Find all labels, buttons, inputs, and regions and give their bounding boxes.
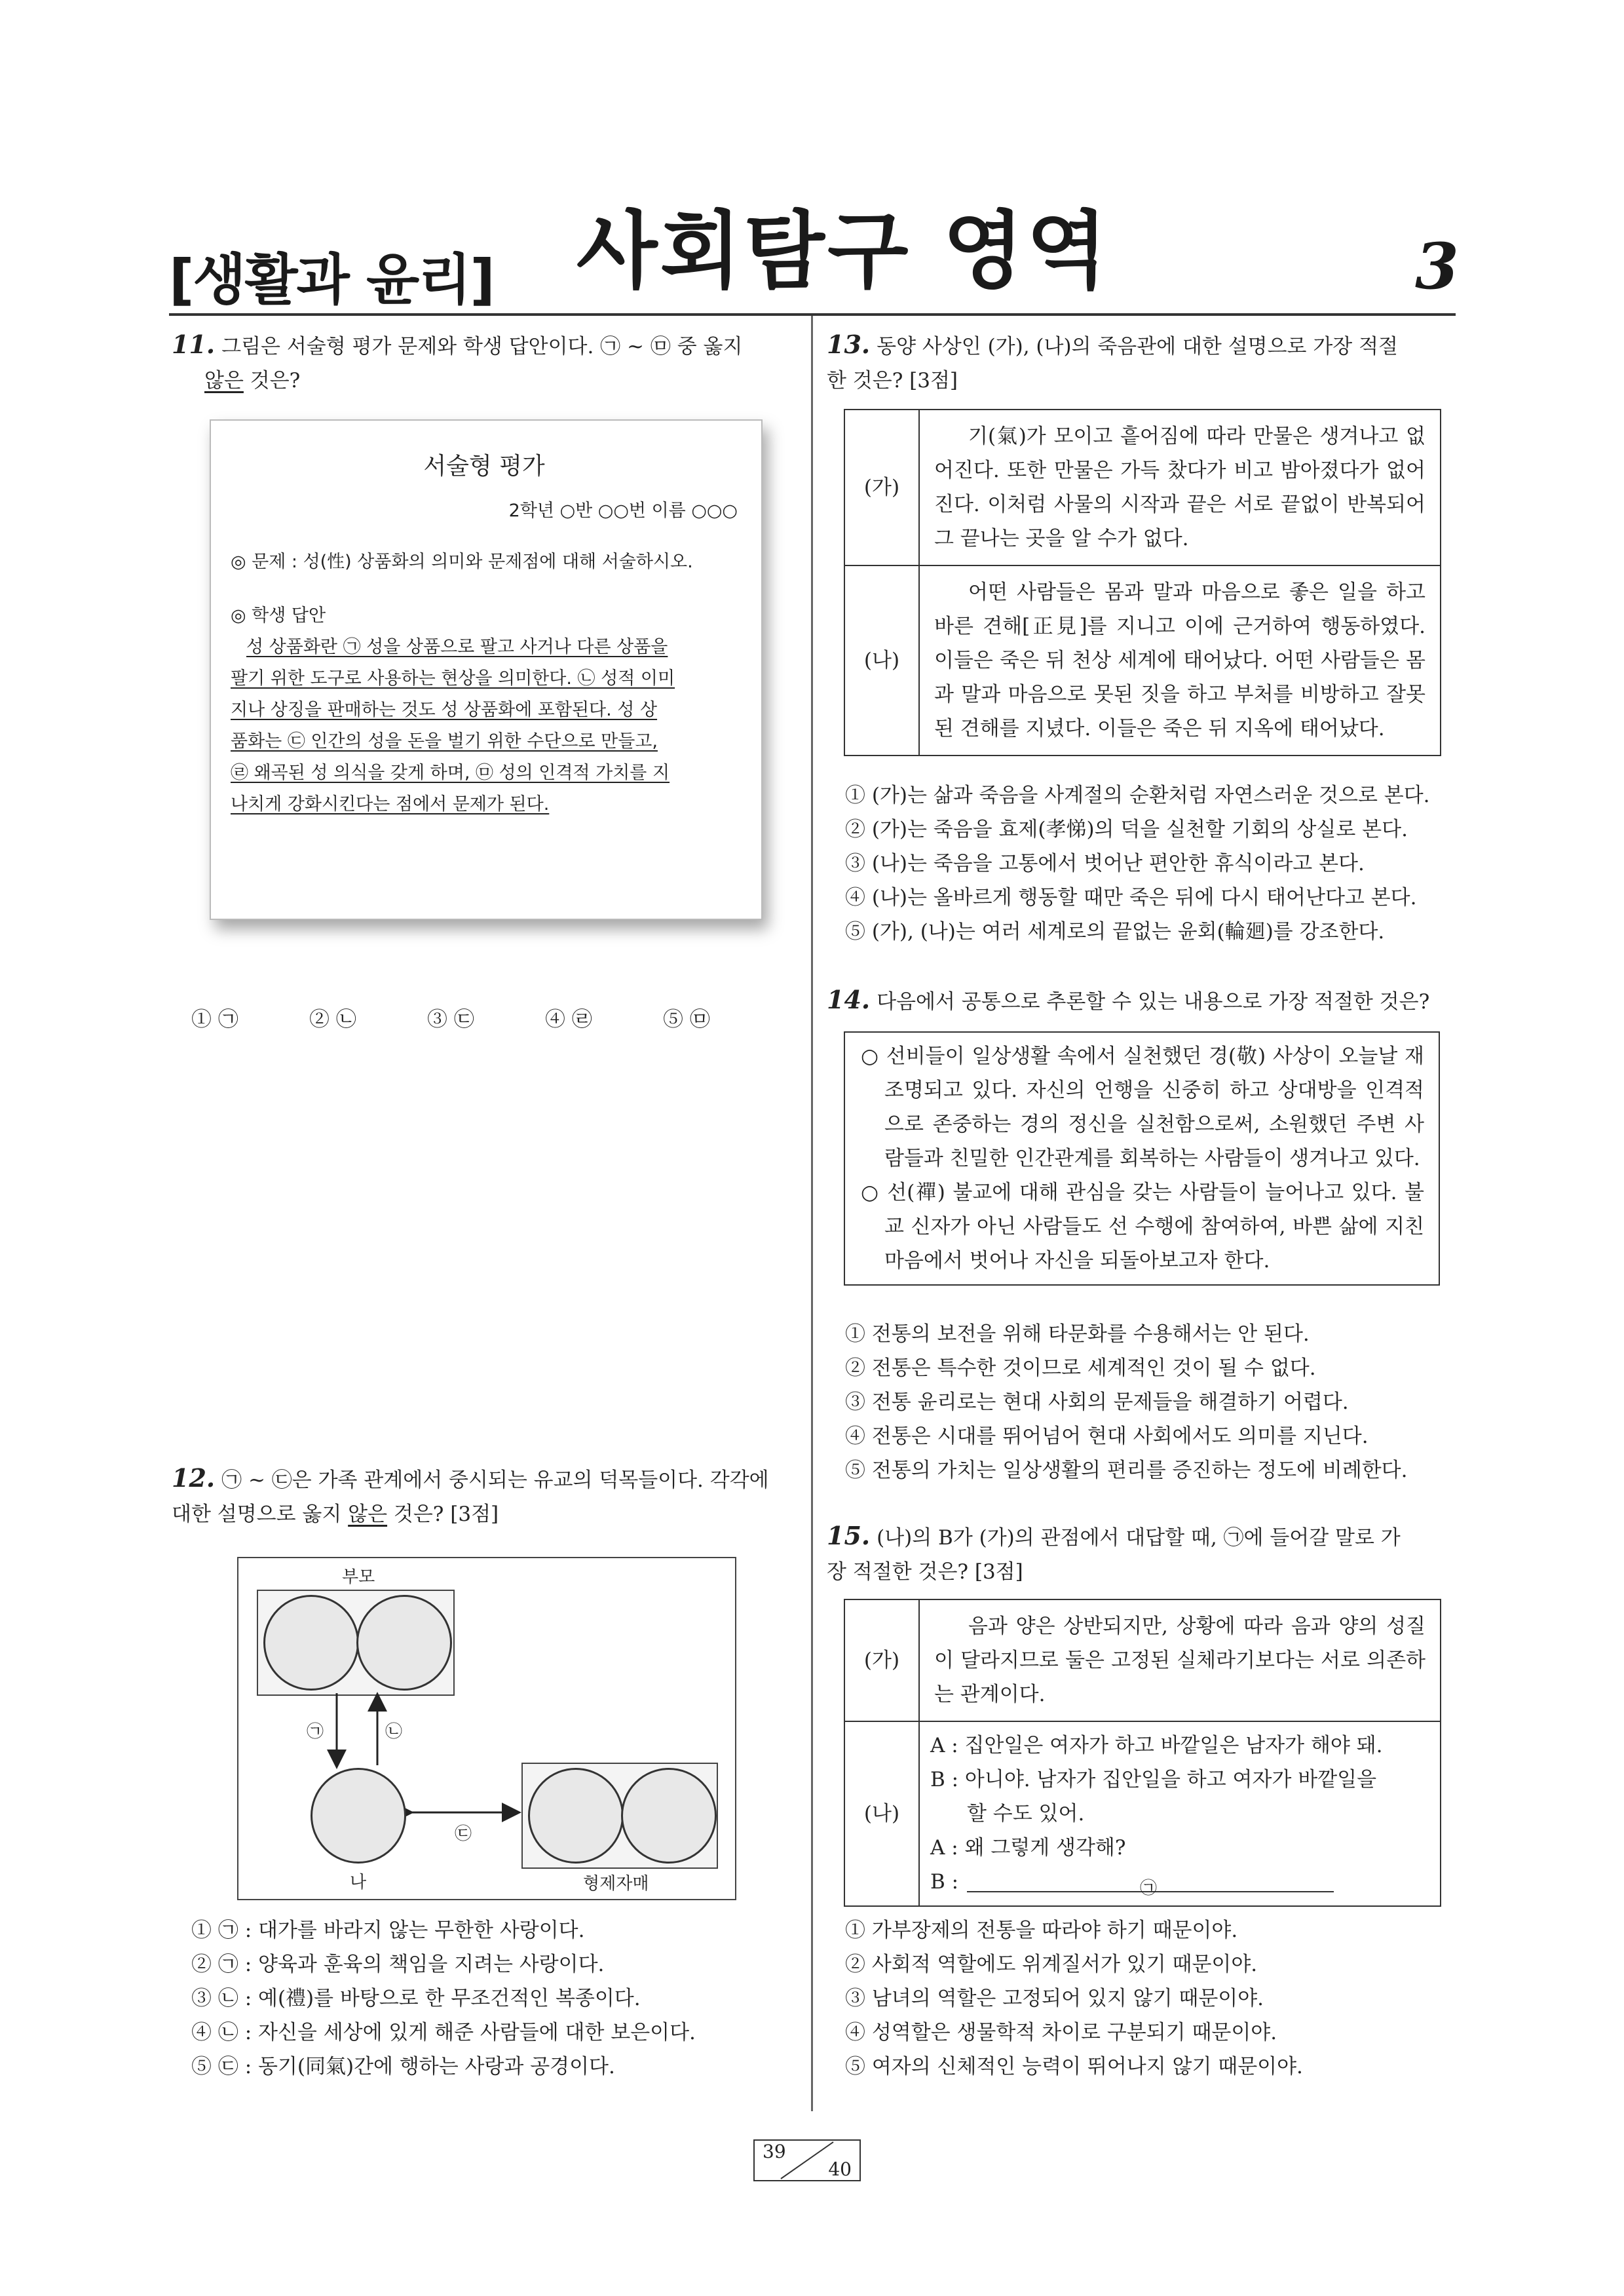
q15-stem-line2: 장 적절한 것은? [3점] <box>827 1560 1023 1584</box>
q11-answer-line: 팔기 위한 도구로 사용하는 현상을 의미한다. ㉡ 성적 이미 <box>231 668 675 689</box>
q12-options <box>191 1913 794 2084</box>
q15-options <box>845 1913 1454 2084</box>
me-avatar <box>311 1768 406 1864</box>
brother-avatar <box>528 1768 624 1864</box>
q12-option[interactable]: ① ㉠ : 대가를 바라지 않는 무한한 사랑이다. <box>191 1919 585 1942</box>
q11-answer-text <box>231 632 738 820</box>
q13-option[interactable]: ③ (나)는 죽음을 고통에서 벗어난 편안한 휴식이라고 본다. <box>845 852 1365 875</box>
q13-stem-line2: 한 것은? [3점] <box>827 369 958 392</box>
q15-label-a: (가) <box>844 1599 919 1721</box>
arrow-b-label: ㉡ <box>385 1722 403 1742</box>
q15-passage-table <box>844 1599 1441 1907</box>
parents-label: 부모 <box>342 1567 375 1587</box>
q14-stem <box>827 983 1456 1019</box>
arrow-a-label: ㉠ <box>307 1722 324 1742</box>
q13-options <box>845 778 1454 949</box>
arrow-c-label: ㉢ <box>455 1824 472 1844</box>
q13-number: 13. <box>827 330 871 359</box>
q15-option[interactable]: ④ 성역할은 생물학적 차이로 구분되기 때문이야. <box>845 2021 1277 2044</box>
q11-sheet-question: ◎ 문제 : 성(性) 상품화의 의미와 문제점에 대해 서술하시오. <box>231 552 693 572</box>
q15-stem-line1: (나)의 B가 (가)의 관점에서 대답할 때, ㉠에 들어갈 말로 가 <box>877 1526 1401 1550</box>
q13-option[interactable]: ⑤ (가), (나)는 여러 세계로의 끝없는 윤회(輪廻)를 강조한다. <box>845 920 1385 944</box>
q11-number: 11. <box>172 330 216 359</box>
q11-answer-line: 지나 상징을 판매하는 것도 성 상품화에 포함된다. 성 상 <box>231 700 658 720</box>
q14-stem-text: 다음에서 공통으로 추론할 수 있는 내용으로 가장 적절한 것은? <box>877 990 1430 1014</box>
column-divider <box>811 316 813 2111</box>
page-total: 40 <box>828 2158 852 2180</box>
q15-dialogue-line: B : <box>930 1870 959 1894</box>
q14-number: 14. <box>827 985 871 1014</box>
q15-dialogue-line: A : 집안일은 여자가 하고 바깥일은 남자가 해야 돼. <box>930 1734 1383 1757</box>
q15-option[interactable]: ⑤ 여자의 신체적인 능력이 뛰어나지 않기 때문이야. <box>845 2055 1303 2078</box>
q13-passage-table <box>844 409 1441 756</box>
q15-stem <box>827 1519 1456 1589</box>
q13-stem-line1: 동양 사상인 (가), (나)의 죽음관에 대한 설명으로 가장 적절 <box>877 335 1398 358</box>
q11-stem-rest: 것은? <box>243 369 301 392</box>
q11-answer-line: 나치게 강화시킨다는 점에서 문제가 된다. <box>231 794 550 814</box>
q11-answer-line: 품화는 ㉢ 인간의 성을 돈을 벌기 위한 수단으로 만들고, <box>231 731 658 752</box>
q11-student-info: 2학년 ○반 ○○번 이름 ○○○ <box>508 501 738 521</box>
q15-dialogue-line: A : 왜 그렇게 생각해? <box>930 1836 1126 1860</box>
q15-label-b: (나) <box>844 1721 919 1906</box>
q15-blank-mark: ㉠ <box>1140 1879 1158 1898</box>
q12-option[interactable]: ③ ㉡ : 예(禮)를 바탕으로 한 무조건적인 복종이다. <box>191 1987 641 2010</box>
q12-stem-pre: 대한 설명으로 옳지 <box>172 1502 349 1526</box>
q11-sheet-title: 서술형 평가 <box>423 453 545 480</box>
q12-option[interactable]: ② ㉠ : 양육과 훈육의 책임을 지려는 사랑이다. <box>191 1953 605 1976</box>
q14-options <box>845 1317 1454 1487</box>
siblings-label: 형제자매 <box>583 1874 649 1894</box>
q13-label-a: (가) <box>844 410 919 565</box>
q14-passage-box <box>844 1031 1440 1286</box>
q13-stem <box>827 328 1456 398</box>
q12-option[interactable]: ⑤ ㉢ : 동기(同氣)간에 행하는 사랑과 공경이다. <box>191 2055 615 2078</box>
sister-avatar <box>621 1768 717 1864</box>
q11-stem-underlined: 않은 <box>204 369 244 392</box>
q15-option[interactable]: ① 가부장제의 전통을 따라야 하기 때문이야. <box>845 1919 1238 1942</box>
q15-dialogue <box>919 1721 1441 1906</box>
q15-dialogue-line: B : 아니야. 남자가 집안일을 하고 여자가 바깥일을 <box>930 1768 1377 1791</box>
q15-dialogue-last <box>930 1865 1429 1899</box>
q13-label-b: (나) <box>844 565 919 756</box>
q11-answer-sheet <box>210 419 763 920</box>
q11-option[interactable]: ③ ㉢ <box>427 1008 474 1031</box>
page-current: 39 <box>763 2141 786 2162</box>
header-page-number: 3 <box>1415 229 1459 303</box>
q13-option[interactable]: ② (가)는 죽음을 효제(孝悌)의 덕을 실천할 기회의 상실로 본다. <box>845 818 1408 841</box>
me-label: 나 <box>350 1873 367 1892</box>
q14-option[interactable]: ① 전통의 보전을 위해 타문화를 수용해서는 안 된다. <box>845 1322 1310 1346</box>
q12-stem <box>172 1461 801 1531</box>
q15-dialogue-line: 할 수도 있어. <box>967 1802 1085 1826</box>
q11-option[interactable]: ⑤ ㉤ <box>663 1008 710 1031</box>
q14-box-item: ○ 선(禪) 불교에 대해 관심을 갖는 사람들이 늘어나고 있다. 불교 신자가 아닌 사람들도 선 수행에 참여하여, 바쁜 삶에 지친 마음에서 벗어나 자신을 되돌아보고자 한다. <box>861 1181 1424 1272</box>
page-number-box <box>753 2139 861 2181</box>
q11-answer-line: 성 상품화란 ㉠ 성을 상품으로 팔고 사거나 다른 상품을 <box>246 637 668 657</box>
subject-label: [생활과 윤리] <box>169 248 494 312</box>
q14-box-item: ○ 선비들이 일상생활 속에서 실천했던 경(敬) 사상이 오늘날 재조명되고 있다. 자신의 언행을 신중히 하고 상대방을 인격적으로 존중하는 경의 정신을 실천함으로써, 소원했던 주변 사람들과 친밀한 인간관계를 회복하는 사람들이 생겨나고 있다. <box>861 1044 1424 1170</box>
q15-number: 15. <box>827 1521 871 1550</box>
q14-option[interactable]: ④ 전통은 시대를 뛰어넘어 현대 사회에서도 의미를 지닌다. <box>845 1425 1369 1448</box>
q15-option[interactable]: ③ 남녀의 역할은 고정되어 있지 않기 때문이야. <box>845 1987 1264 2010</box>
q14-option[interactable]: ③ 전통 윤리로는 현대 사회의 문제들을 해결하기 어렵다. <box>845 1390 1349 1414</box>
q11-answer-heading: ◎ 학생 답안 <box>231 605 326 626</box>
q11-stem <box>172 328 794 398</box>
q12-stem-rest: 것은? [3점] <box>387 1502 499 1526</box>
q15-text-a: 음과 양은 상반되지만, 상황에 따라 음과 양의 성질이 달라지므로 둘은 고정된 실체라기보다는 서로 의존하는 관계이다. <box>919 1599 1441 1721</box>
q14-option[interactable]: ② 전통은 특수한 것이므로 세계적인 것이 될 수 없다. <box>845 1356 1316 1380</box>
q13-text-b: 어떤 사람들은 몸과 말과 마음으로 좋은 일을 하고 바른 견해[正見]를 지니고 이에 근거하여 행동하였다. 이들은 죽은 뒤 천상 세계에 태어났다. 어떤 사람들은 몸과 말과 마음으로 못된 짓을 하고 부처를 비방하고 잘못된 견해를 지녔다. 이들은 죽은 뒤 지옥에 태어났다. <box>919 565 1441 756</box>
q12-stem-line1: ㉠ ~ ㉢은 가족 관계에서 중시되는 유교의 덕목들이다. 각각에 <box>221 1468 769 1492</box>
q14-option[interactable]: ⑤ 전통의 가치는 일상생활의 편리를 증진하는 정도에 비례한다. <box>845 1459 1408 1482</box>
q13-text-a: 기(氣)가 모이고 흩어짐에 따라 만물은 생겨나고 없어진다. 또한 만물은 가득 찼다가 비고 밤아졌다가 없어진다. 이처럼 사물의 시작과 끝은 서로 끝없이 반복되어 그 끝나는 곳을 알 수가 없다. <box>919 410 1441 565</box>
q13-option[interactable]: ① (가)는 삶과 죽음을 사계절의 순환처럼 자연스러운 것으로 본다. <box>845 784 1430 807</box>
q11-answer-line: ㉣ 왜곡된 성 의식을 갖게 하며, ㉤ 성의 인격적 가치를 지 <box>231 763 670 783</box>
q11-option[interactable]: ① ㉠ <box>191 1008 238 1031</box>
q12-number: 12. <box>172 1463 216 1493</box>
q15-option[interactable]: ② 사회적 역할에도 위계질서가 있기 때문이야. <box>845 1953 1258 1976</box>
q11-option[interactable]: ② ㉡ <box>309 1008 356 1031</box>
q12-option[interactable]: ④ ㉡ : 자신을 세상에 있게 해준 사람들에 대한 보은이다. <box>191 2021 696 2044</box>
q12-stem-underlined: 않은 <box>348 1502 388 1526</box>
page-title: 사회탐구 영역 <box>576 202 1110 300</box>
q11-option[interactable]: ④ ㉣ <box>545 1008 592 1031</box>
q13-option[interactable]: ④ (나)는 올바르게 행동할 때만 죽은 뒤에 다시 태어난다고 본다. <box>845 886 1417 909</box>
q12-family-diagram <box>237 1557 736 1900</box>
q11-stem-line1: 그림은 서술형 평가 문제와 학생 답안이다. ㉠ ~ ㉤ 중 옳지 <box>221 335 743 358</box>
